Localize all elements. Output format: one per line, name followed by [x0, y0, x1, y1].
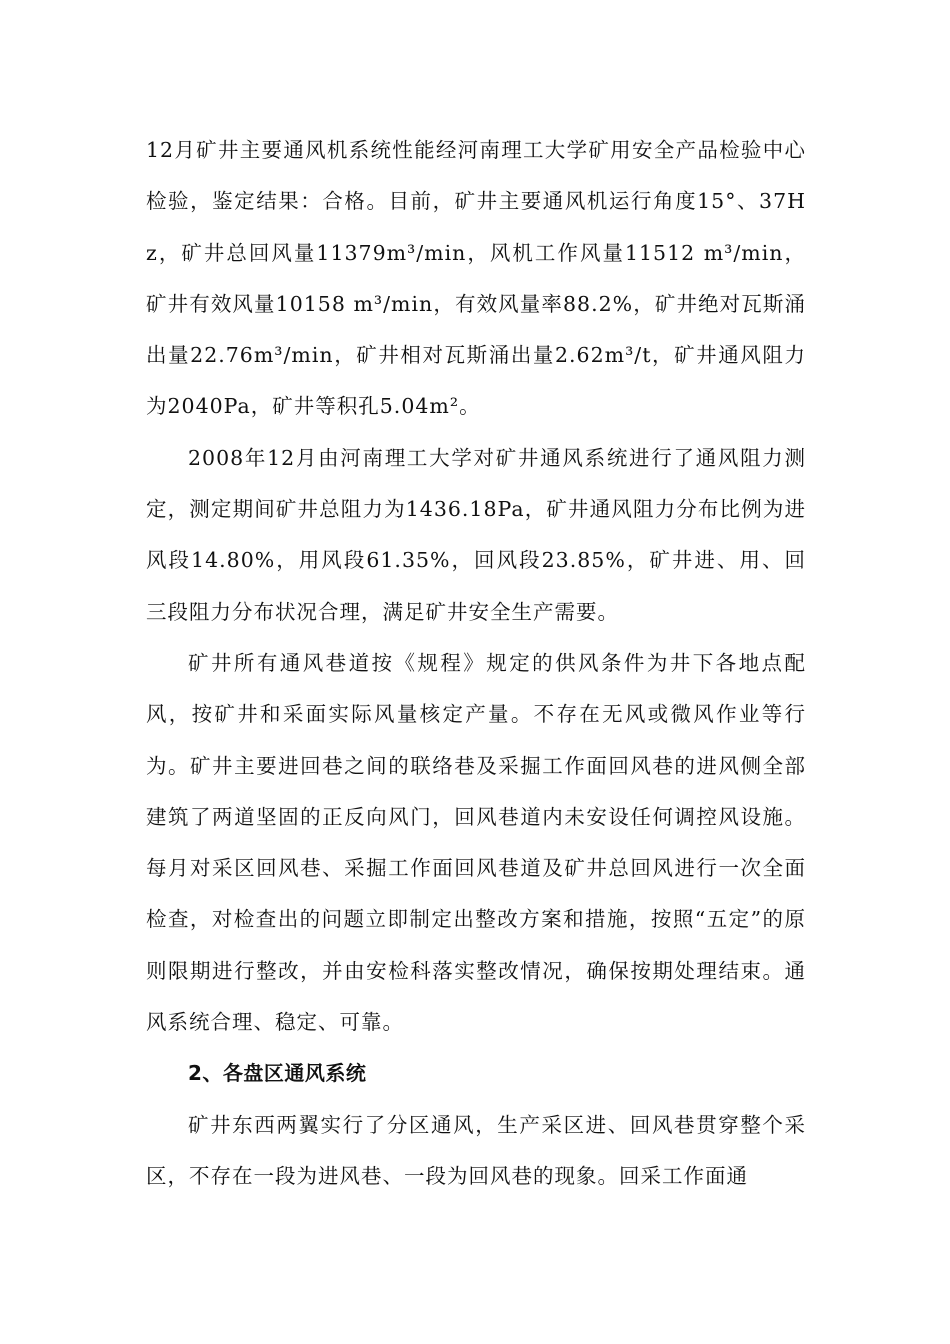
- paragraph-panel-ventilation: 矿井东西两翼实行了分区通风，生产采区进、回风巷贯穿整个采区，不存在一段为进风巷、一段为回风巷的现象。回采工作面通: [146, 1112, 806, 1188]
- paragraph-main-fan-inspection: 12月矿井主要通风机系统性能经河南理工大学矿用安全产品检验中心检验，鉴定结果：合格。目前，矿井主要通风机运行角度15°、37Hz，矿井总回风量11379m³/min，风机工作风量11512 m³/min，矿井有效风量10158 m³/min，有效风量率88.2%，矿井绝对瓦斯涌出量22.76m³/min，矿井相对瓦斯涌出量2.62m³/t，矿井通风阻力为2040Pa，矿井等积孔5.04m²。: [146, 138, 806, 419]
- section-heading: 2、各盘区通风系统: [188, 1061, 367, 1086]
- document-page: [146, 125, 806, 1202]
- paragraph-airway-supply: 矿井所有通风巷道按《规程》规定的供风条件为井下各地点配风，按矿井和采面实际风量核定产量。不存在无风或微风作业等行为。矿井主要进回巷之间的联络巷及采掘工作面回风巷的进风侧全部建筑了两道坚固的正反向风门，回风巷道内未安设任何调控风设施。每月对采区回风巷、采掘工作面回风巷道及矿井总回风进行一次全面检查，对检查出的问题立即制定出整改方案和措施，按照“五定”的原则限期进行整改，并由安检科落实整改情况，确保按期处理结束。通风系统合理、稳定、可靠。: [146, 650, 806, 1035]
- paragraph-resistance-test: 2008年12月由河南理工大学对矿井通风系统进行了通风阻力测定，测定期间矿井总阻力为1436.18Pa，矿井通风阻力分布比例为进风段14.80%，用风段61.35%，回风段23.85%，矿井进、用、回三段阻力分布状况合理，满足矿井安全生产需要。: [146, 445, 806, 624]
